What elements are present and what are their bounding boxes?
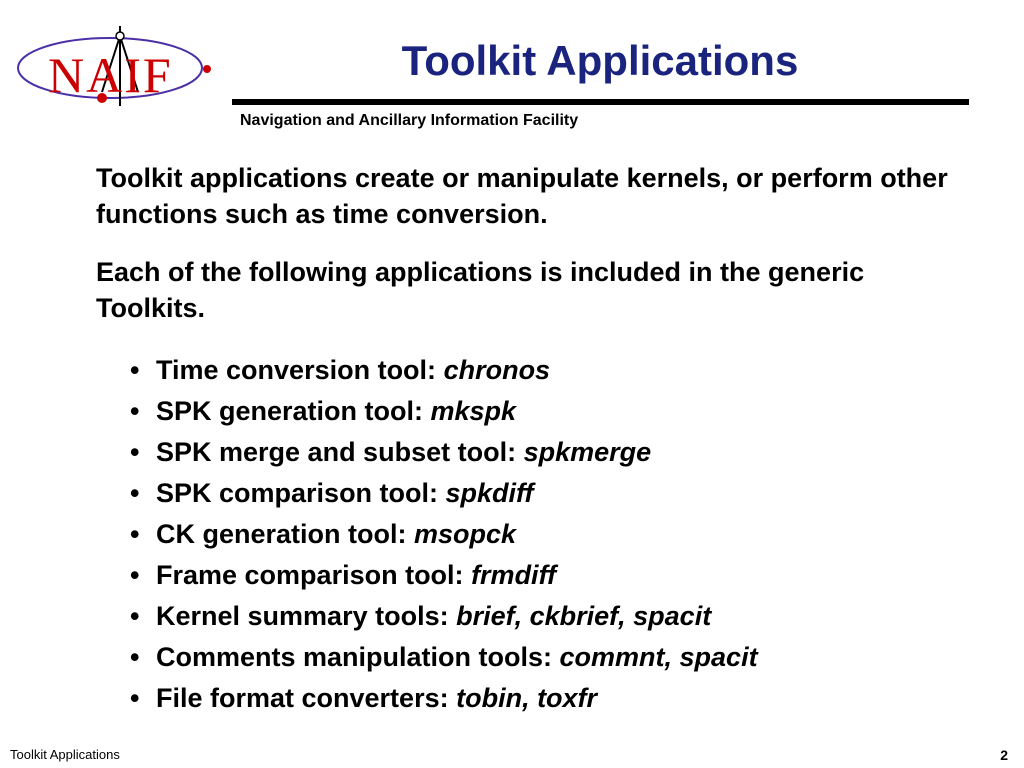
tool-label: SPK generation tool: [156, 396, 431, 426]
tool-command: chronos [443, 355, 551, 385]
tool-list [130, 350, 758, 719]
tool-label: Kernel summary tools: [156, 601, 457, 631]
tool-label: Comments manipulation tools: [156, 642, 560, 672]
tool-item [130, 514, 758, 555]
tool-item [130, 350, 758, 391]
intro-paragraph: Toolkit applications create or manipulate kernels, or perform other functions such as time conversion. [96, 163, 948, 229]
tool-label: SPK comparison tool: [156, 478, 446, 508]
tool-command: tobin, toxfr [456, 683, 598, 713]
tool-label: Frame comparison tool: [156, 560, 472, 590]
tool-item [130, 391, 758, 432]
tool-label: CK generation tool: [156, 519, 414, 549]
bullet-icon: • [130, 560, 140, 590]
bullet-icon: • [130, 437, 140, 467]
page-number: 2 [1000, 747, 1008, 763]
tool-item [130, 637, 758, 678]
tool-label: Time conversion tool: [156, 355, 444, 385]
slide-title: Toolkit Applications [401, 37, 799, 84]
tool-command: brief, ckbrief, spacit [456, 601, 712, 631]
naif-logo [14, 22, 229, 108]
tool-command: frmdiff [471, 560, 557, 590]
organization-name: Navigation and Ancillary Information Facility [240, 112, 579, 129]
tool-command: spkmerge [523, 437, 652, 467]
tool-label: SPK merge and subset tool: [156, 437, 524, 467]
bullet-icon: • [130, 478, 140, 508]
bullet-icon: • [130, 642, 140, 672]
tool-item [130, 432, 758, 473]
tool-item [130, 555, 758, 596]
bullet-icon: • [130, 683, 140, 713]
tool-label: File format converters: [156, 683, 457, 713]
bullet-icon: • [130, 601, 140, 631]
intro-paragraph: Each of the following applications is included in the generic Toolkits. [96, 257, 865, 323]
tool-item [130, 473, 758, 514]
tool-command: mkspk [430, 396, 517, 426]
bullet-icon: • [130, 519, 140, 549]
tool-command: msopck [414, 519, 517, 549]
naif-logo-text: NAIF [48, 47, 173, 103]
tool-command: spkdiff [445, 478, 534, 508]
title-rule [232, 99, 969, 105]
tool-command: commnt, spacit [559, 642, 758, 672]
footer-title: Toolkit Applications [10, 747, 120, 762]
tool-item [130, 678, 758, 719]
tool-item [130, 596, 758, 637]
bullet-icon: • [130, 355, 140, 385]
bullet-icon: • [130, 396, 140, 426]
